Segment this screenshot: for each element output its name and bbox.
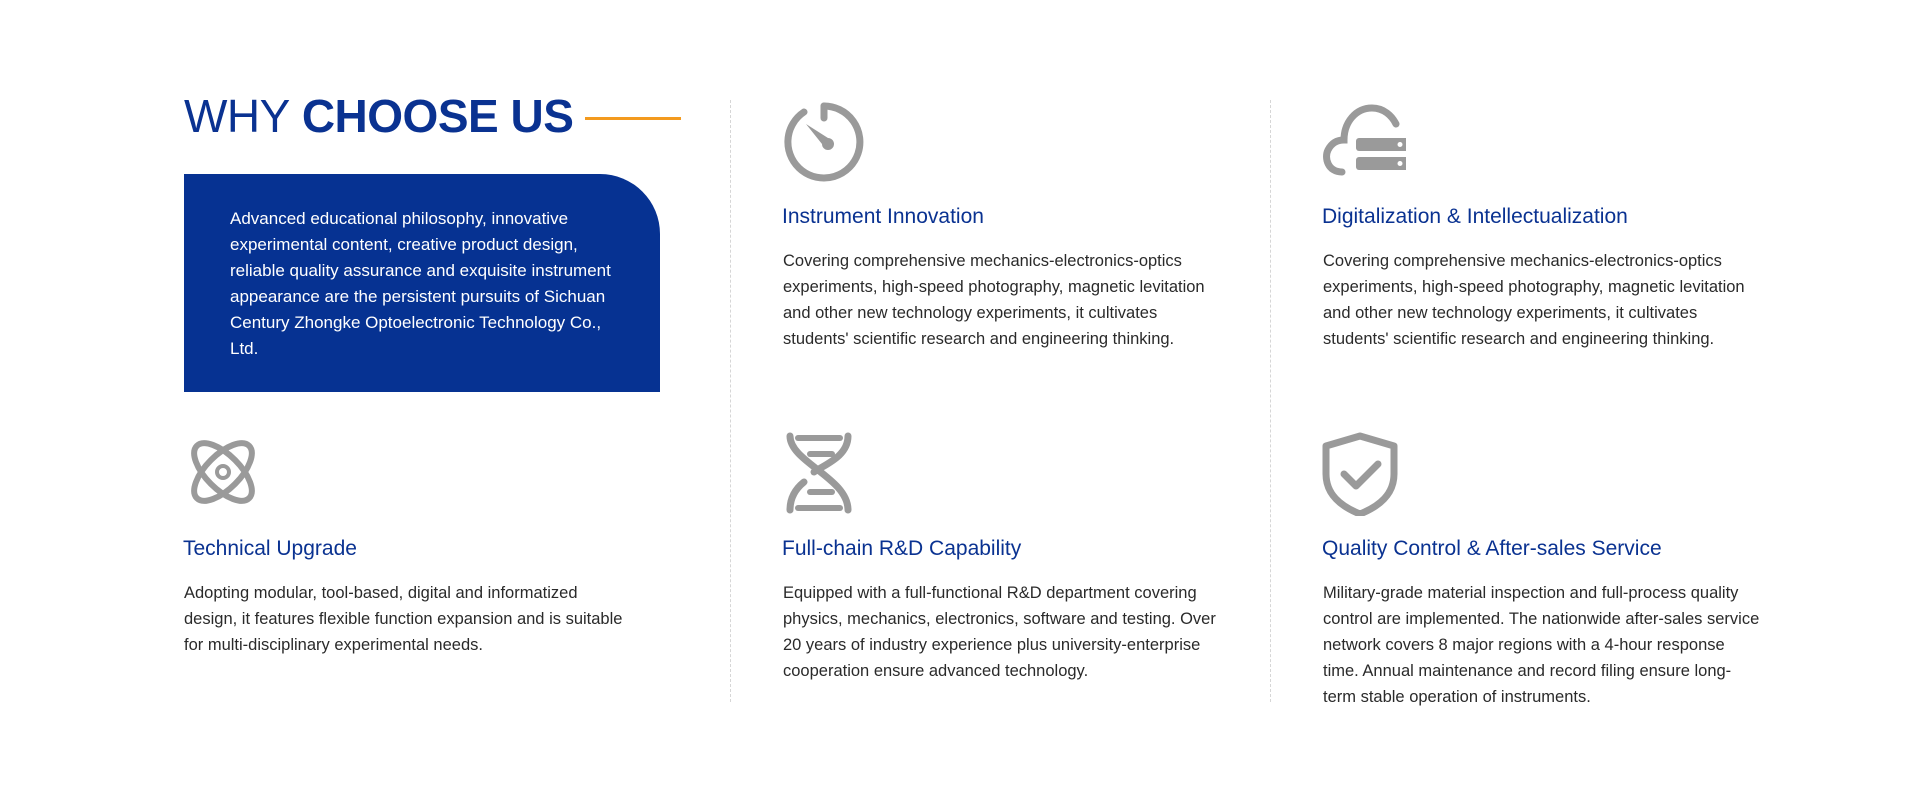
shield-check-icon [1322,432,1406,516]
feature-description: Covering comprehensive mechanics-electronics-optics experiments, high-speed photography, magnetic levitation and other new technology experiments, it cultivates students' scientific research and engineering thinking. [783,252,1205,348]
section-title [184,88,681,144]
column-divider [730,100,731,702]
feature-title: Quality Control & After-sales Service [1322,537,1662,560]
feature-title: Instrument Innovation [782,205,984,228]
intro-text: Advanced educational philosophy, innovative experimental content, creative product design, reliable quality assurance and exquisite instrument appearance are the persistent pursuits of Sichuan Century Zhongke Optoelectronic Technology Co., Ltd. [230,209,611,358]
feature-description: Covering comprehensive mechanics-electronics-optics experiments, high-speed photography, magnetic levitation and other new technology experiments, it cultivates students' scientific research and engineering thinking. [1323,252,1745,348]
feature-title: Technical Upgrade [183,537,357,560]
title-accent-line [585,117,681,120]
intro-box [184,174,660,392]
section-title-light: WHY [184,90,290,142]
dna-icon [782,432,866,516]
feature-title: Digitalization & Intellectualization [1322,205,1628,228]
feature-title: Full-chain R&D Capability [782,537,1022,560]
feature-description: Military-grade material inspection and full-process quality control are implemented. The nationwide after-sales service network covers 8 major regions with a 4-hour response time. Annual maintenance and record filing ensure long-term stable operation of instruments. [1323,584,1760,706]
atom-icon [183,432,267,516]
cloud-server-icon [1322,100,1406,184]
timer-icon [782,100,866,184]
column-divider [1270,100,1271,702]
section-title-bold: CHOOSE US [301,90,574,142]
feature-description: Equipped with a full-functional R&D department covering physics, mechanics, electronics, software and testing. Over 20 years of industry experience plus university-enterprise cooperation ensure advanced technology. [783,584,1216,680]
feature-description: Adopting modular, tool-based, digital and informatized design, it features flexible function expansion and is suitable for multi-disciplinary experimental needs. [184,584,623,654]
